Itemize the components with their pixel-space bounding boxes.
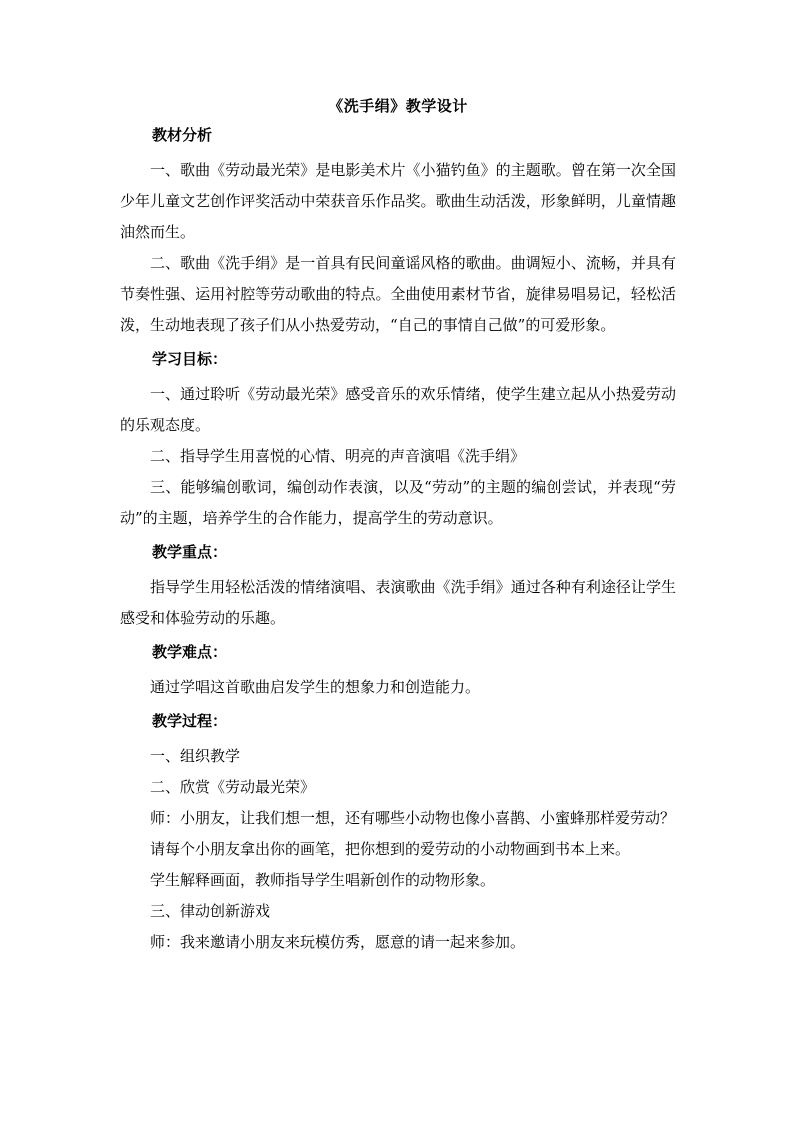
document-page — [120, 96, 676, 958]
paragraph: 师：我来邀请小朋友来玩模仿秀，愿意的请一起来参加。 — [150, 933, 526, 951]
section-heading-key-points: 教学重点： — [152, 543, 228, 561]
paragraph: 二、歌曲《洗手绢》是一首具有民间童谣风格的歌曲。曲调短小、流畅，并具有节奏性强、运用衬腔等劳动歌曲的特点。全曲使用素材节省，旋律易唱易记，轻松活泼，生动地表现了孩子们从小热爱劳动，“自己的事情自己做”的可爱形象。 — [120, 254, 676, 334]
paragraph: 指导学生用轻松活泼的情绪演唱、表演歌曲《洗手绢》通过各种有利途径让学生感受和体验劳动的乐趣。 — [120, 578, 676, 627]
document-title: 《洗手绢》教学设计 — [328, 97, 468, 115]
paragraph: 三、能够编创歌词，编创动作表演，以及“劳动”的主题的编创尝试，并表现“劳动”的主题，培养学生的合作能力，提高学生的劳动意识。 — [120, 478, 676, 527]
paragraph: 一、歌曲《劳动最光荣》是电影美术片《小猫钓鱼》的主题歌。曾在第一次全国少年儿童文艺创作评奖活动中荣获音乐作品奖。歌曲生动活泼，形象鲜明，儿童情趣油然而生。 — [120, 161, 676, 241]
paragraph: 通过学唱这首歌曲启发学生的想象力和创造能力。 — [150, 678, 481, 696]
section-heading-process: 教学过程： — [152, 712, 228, 730]
paragraph: 二、指导学生用喜悦的心情、明亮的声音演唱《洗手绢》 — [150, 447, 526, 465]
paragraph: 三、律动创新游戏 — [150, 902, 271, 920]
section-heading-materials: 教材分析 — [152, 126, 213, 144]
section-heading-objectives: 学习目标： — [152, 350, 228, 368]
paragraph: 请每个小朋友拿出你的画笔，把你想到的爱劳动的小动物画到书本上来。 — [150, 840, 631, 858]
paragraph: 学生解释画面，教师指导学生唱新创作的动物形象。 — [150, 871, 496, 889]
paragraph: 师：小朋友，让我们想一想，还有哪些小动物也像小喜鹊、小蜜蜂那样爱劳动？ — [150, 809, 676, 827]
paragraph: 一、组织教学 — [150, 747, 241, 765]
section-heading-difficulties: 教学难点： — [152, 643, 228, 661]
paragraph: 一、通过聆听《劳动最光荣》感受音乐的欢乐情绪，使学生建立起从小热爱劳动的乐观态度。 — [120, 385, 676, 434]
paragraph: 二、欣赏《劳动最光荣》 — [150, 778, 316, 796]
